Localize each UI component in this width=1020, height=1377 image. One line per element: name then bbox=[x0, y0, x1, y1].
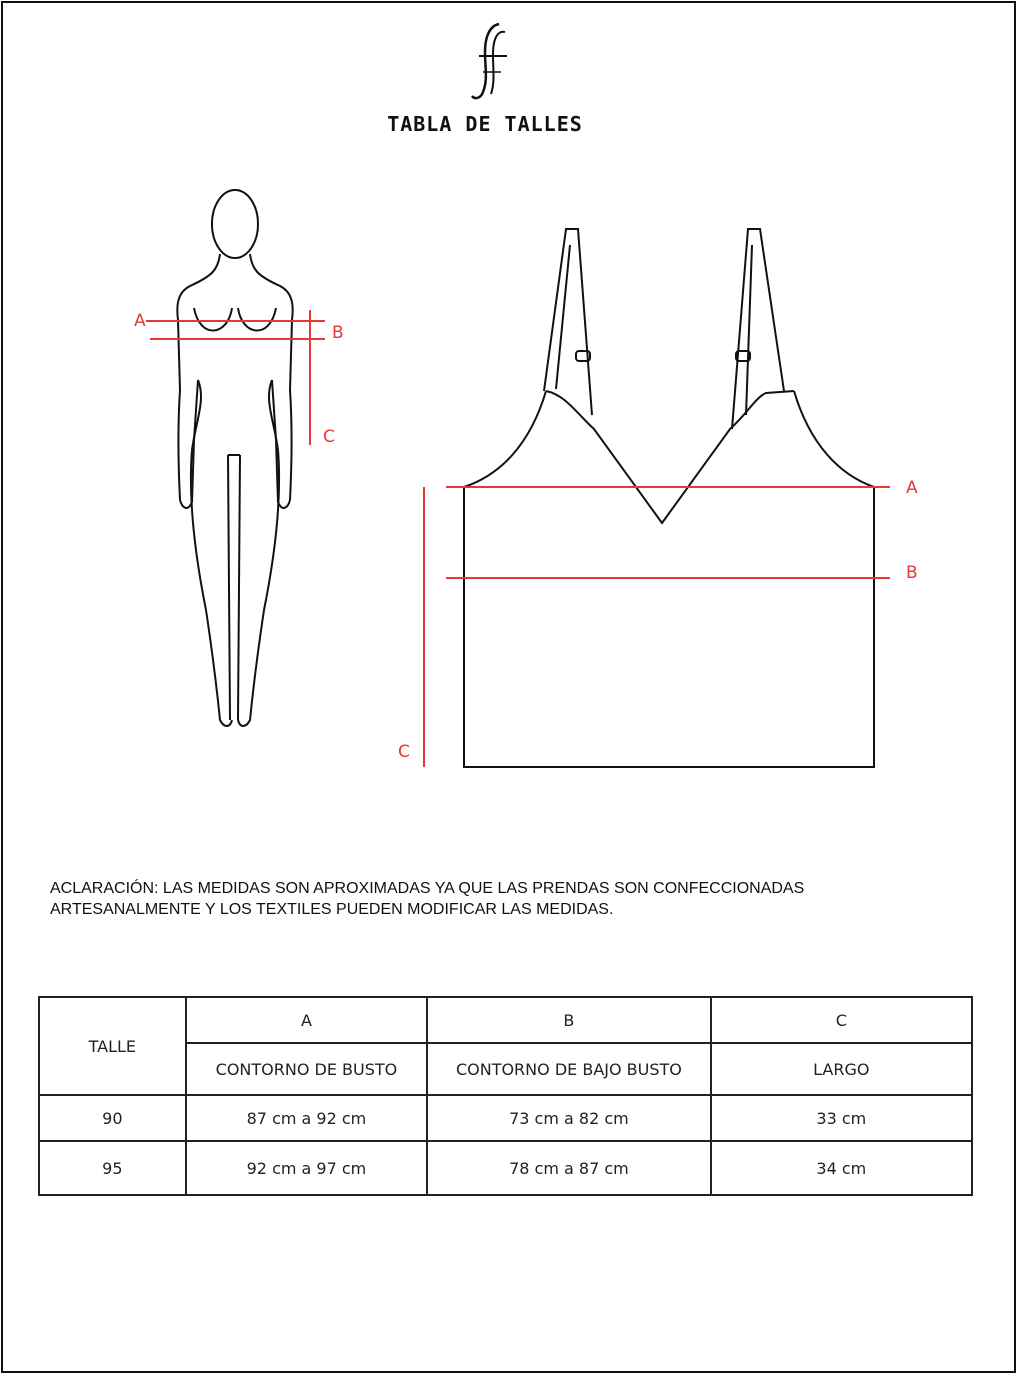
row-bust: 92 cm a 97 cm bbox=[186, 1141, 428, 1195]
row-bust: 87 cm a 92 cm bbox=[186, 1095, 428, 1141]
row-underbust: 78 cm a 87 cm bbox=[427, 1141, 710, 1195]
table-header-a-label: CONTORNO DE BUSTO bbox=[186, 1043, 428, 1095]
table-header-b-label: CONTORNO DE BAJO BUSTO bbox=[427, 1043, 710, 1095]
size-table bbox=[38, 996, 973, 1196]
figure-label-a: A bbox=[134, 311, 146, 331]
figure-label-c: C bbox=[323, 427, 335, 447]
page-title: TABLA DE TALLES bbox=[387, 112, 583, 136]
table-header-size: TALLE bbox=[39, 997, 186, 1095]
garment-illustration bbox=[380, 215, 940, 785]
row-length: 33 cm bbox=[711, 1095, 972, 1141]
disclaimer-line-1: ACLARACIÓN: LAS MEDIDAS SON APROXIMADAS YA QUE LAS PRENDAS SON CONFECCIONADAS bbox=[50, 880, 805, 897]
disclaimer-line-2: ARTESANALMENTE Y LOS TEXTILES PUEDEN MODIFICAR LAS MEDIDAS. bbox=[50, 901, 614, 918]
row-size: 90 bbox=[39, 1095, 186, 1141]
figure-label-b: B bbox=[332, 323, 344, 343]
table-header-a-letter: A bbox=[186, 997, 428, 1043]
body-figure-illustration bbox=[120, 180, 360, 740]
row-length: 34 cm bbox=[711, 1141, 972, 1195]
table-header-letters bbox=[39, 997, 972, 1043]
table-header-c-label: LARGO bbox=[711, 1043, 972, 1095]
table-header-b-letter: B bbox=[427, 997, 710, 1043]
row-size: 95 bbox=[39, 1141, 186, 1195]
table-row bbox=[39, 1141, 972, 1195]
table-row bbox=[39, 1095, 972, 1141]
table-header-c-letter: C bbox=[711, 997, 972, 1043]
brand-logo-icon bbox=[455, 18, 525, 102]
row-underbust: 73 cm a 82 cm bbox=[427, 1095, 710, 1141]
disclaimer-note bbox=[50, 878, 950, 920]
garment-label-a: A bbox=[906, 478, 918, 498]
garment-label-b: B bbox=[906, 563, 918, 583]
garment-label-c: C bbox=[398, 742, 410, 762]
